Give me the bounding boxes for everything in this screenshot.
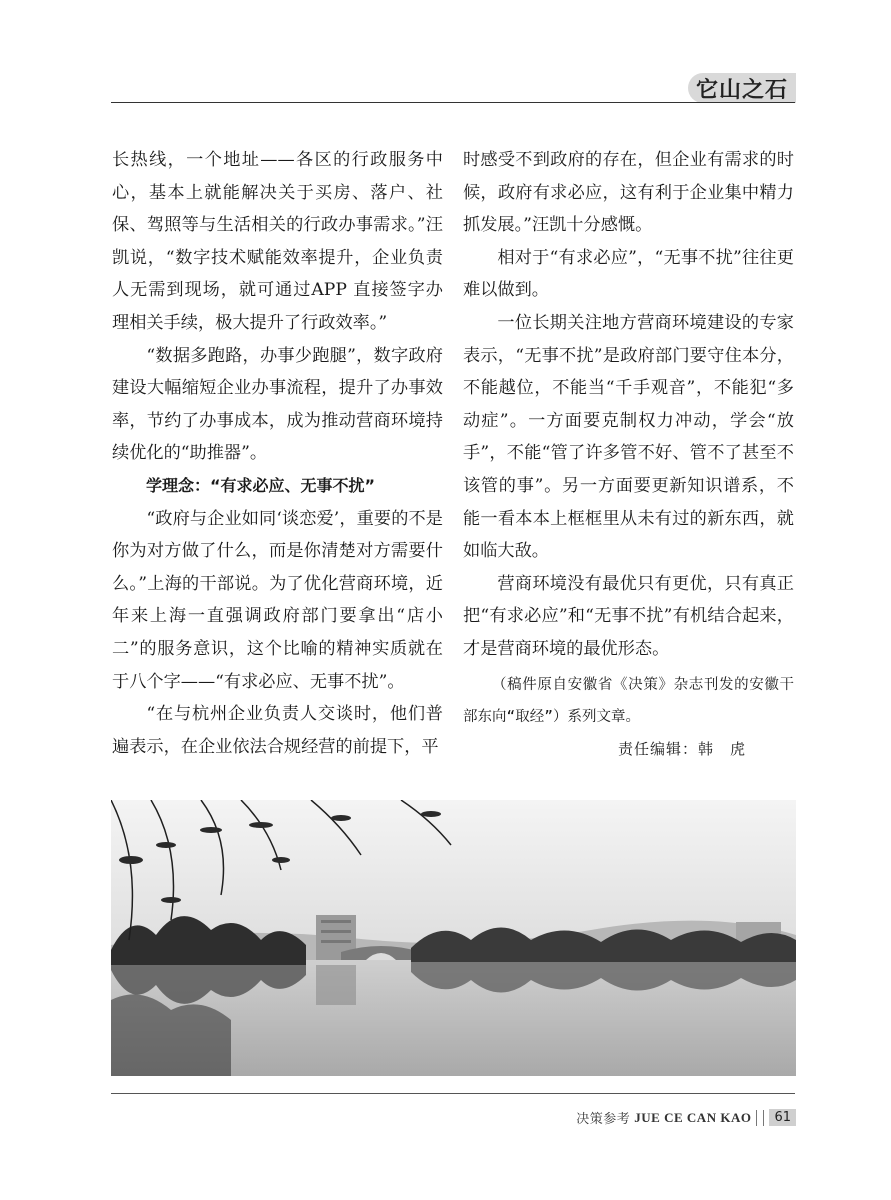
header-rule: [111, 102, 795, 103]
journal-name-cn: 决策参考: [576, 1112, 631, 1127]
left-column: [112, 144, 443, 763]
footer-rule: [111, 1093, 795, 1094]
right-column: [463, 144, 794, 765]
journal-name-en: JUE CE CAN KAO: [634, 1109, 752, 1125]
paragraph: 一位长期关注地方营商环境建设的专家表示，“无事不扰”是政府部门要守住本分，不能越位，不能当“千手观音”，不能犯“多动症”。一方面要克制权力冲动，学会“放手”，不能“管了许多管不好、管不了甚至不该管的事”。另一方面要更新知识谱系，不能一看本本上框框里从未有过的新东西，就如临大敌。: [463, 312, 794, 562]
page-footer: [576, 1108, 796, 1127]
paragraph: 时感受不到政府的存在，但企业有需求的时候，政府有求必应，这有利于企业集中精力抓发展。”汪凯十分感慨。: [463, 150, 794, 236]
paragraph: 长热线，一个地址——各区的行政服务中心，基本上就能解决关于买房、落户、社保、驾照等与生活相关的行政办事需求。”汪凯说，“数字技术赋能效率提升，企业负责人无需到现场，就可通过APP 直接签字办理相关手续，极大提升了行政效率。”: [112, 150, 443, 333]
section-tag: 它山之石: [688, 73, 796, 103]
source-note: （稿件原自安徽省《决策》杂志刊发的安徽干部东向“取经”）系列文章。: [463, 676, 794, 725]
paragraph: “在与杭州企业负责人交谈时，他们普遍表示，在企业依法合规经营的前提下，平: [112, 704, 443, 757]
paragraph: “政府与企业如同‘谈恋爱’，重要的不是你为对方做了什么，而是你清楚对方需要什么。”上海的干部说。为了优化营商环境，近年来上海一直强调政府部门要拿出“店小二”的服务意识，这个比喻的精神实质就在于八个字——“有求必应、无事不扰”。: [112, 508, 443, 692]
editor-credit: 责任编辑：韩 虎: [618, 739, 747, 758]
paragraph: 相对于“有求必应”，“无事不扰”往往更难以做到。: [463, 247, 794, 301]
paragraph: 营商环境没有最优只有更优，只有真正把“有求必应”和“无事不扰”有机结合起来，才是营商环境的最优形态。: [463, 573, 794, 659]
footer-divider: [756, 1110, 764, 1126]
page-number: 61: [769, 1109, 796, 1126]
paragraph: “数据多跑路，办事少跑腿”，数字政府建设大幅缩短企业办事流程，提升了办事效率，节约了办事成本，成为推动营商环境持续优化的“助推器”。: [112, 345, 443, 464]
lake-landscape-photo: [111, 800, 796, 1076]
section-heading: 学理念：“有求必应、无事不扰”: [146, 475, 376, 495]
